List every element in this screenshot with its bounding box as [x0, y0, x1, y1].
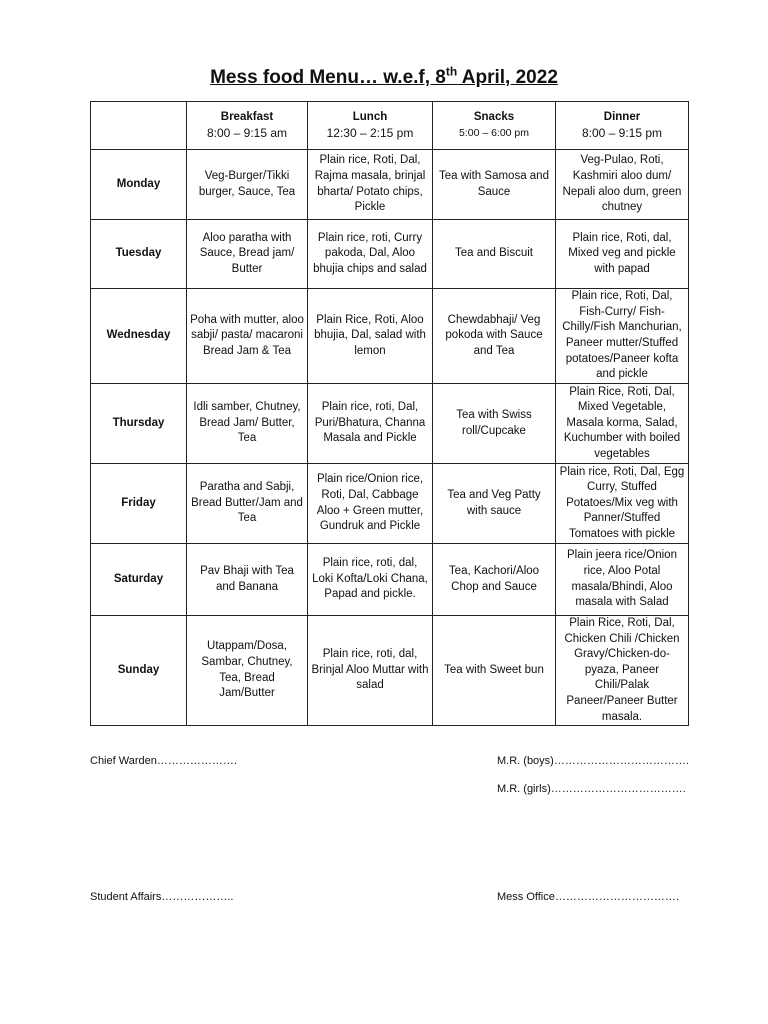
table-row-sunday	[91, 616, 689, 726]
title-superscript: th	[445, 64, 458, 79]
lunch-cell: Plain Rice, Roti, Aloo bhujia, Dal, salad with lemon	[308, 289, 433, 384]
table-row-monday	[91, 150, 689, 220]
dinner-cell: Plain Rice, Roti, Dal, Mixed Vegetable, Masala korma, Salad, Kuchumber with boiled vegetables	[556, 384, 689, 464]
column-time: 8:00 – 9:15 am	[206, 125, 288, 140]
snacks-cell: Tea with Swiss roll/Cupcake	[433, 384, 556, 464]
dinner-cell: Plain rice, Roti, Dal, Egg Curry, Stuffed Potatoes/Mix veg with Panner/Stuffed Tomatoes with pickle	[556, 464, 689, 544]
lunch-cell: Plain rice, roti, dal, Loki Kofta/Loki Chana, Papad and pickle.	[308, 544, 433, 616]
student-affairs-signature: Student Affairs………………..	[90, 891, 234, 903]
dinner-cell: Plain Rice, Roti, Dal, Chicken Chili /Chicken Gravy/Chicken-do-pyaza, Paneer Chili/Palak Paneer/Paneer Butter masala.	[556, 616, 689, 726]
breakfast-cell: Utappam/Dosa, Sambar, Chutney, Tea, Bread Jam/Butter	[187, 616, 308, 726]
day-cell: Sunday	[91, 616, 187, 726]
table-row-thursday	[91, 384, 689, 464]
dinner-cell: Plain rice, Roti, Dal, Fish-Curry/ Fish-Chilly/Fish Manchurian, Paneer mutter/Stuffed potatoes/Paneer kofta and pickle	[556, 289, 689, 384]
snacks-cell: Chewdabhaji/ Veg pokoda with Sauce and Tea	[433, 289, 556, 384]
day-cell: Saturday	[91, 544, 187, 616]
breakfast-cell: Pav Bhaji with Tea and Banana	[187, 544, 308, 616]
day-cell: Wednesday	[91, 289, 187, 384]
table-row-wednesday	[91, 289, 689, 384]
breakfast-cell: Poha with mutter, aloo sabji/ pasta/ macaroni Bread Jam & Tea	[187, 289, 308, 384]
breakfast-cell: Veg-Burger/Tikki burger, Sauce, Tea	[187, 150, 308, 220]
column-time: 5:00 – 6:00 pm	[458, 126, 530, 139]
lunch-cell: Plain rice, roti, dal, Brinjal Aloo Muttar with salad	[308, 616, 433, 726]
table-row-saturday	[91, 544, 689, 616]
column-name: Breakfast	[220, 110, 274, 123]
column-time: 12:30 – 2:15 pm	[326, 125, 414, 140]
lunch-cell: Plain rice, Roti, Dal, Rajma masala, brinjal bharta/ Potato chips, Pickle	[308, 150, 433, 220]
dinner-cell: Plain rice, Roti, dal, Mixed veg and pickle with papad	[556, 220, 689, 289]
breakfast-cell: Aloo paratha with Sauce, Bread jam/ Butter	[187, 220, 308, 289]
menu-table	[90, 101, 689, 726]
page-title	[0, 66, 768, 90]
day-cell: Tuesday	[91, 220, 187, 289]
header-row	[91, 102, 689, 150]
day-cell: Monday	[91, 150, 187, 220]
lunch-cell: Plain rice, roti, Dal, Puri/Bhatura, Channa Masala and Pickle	[308, 384, 433, 464]
dinner-cell: Plain jeera rice/Onion rice, Aloo Potal masala/Bhindi, Aloo masala with Salad	[556, 544, 689, 616]
snacks-cell: Tea and Veg Patty with sauce	[433, 464, 556, 544]
day-cell: Friday	[91, 464, 187, 544]
table-row-tuesday	[91, 220, 689, 289]
snacks-cell: Tea with Sweet bun	[433, 616, 556, 726]
column-header-lunch	[308, 102, 433, 150]
table-row-friday	[91, 464, 689, 544]
snacks-cell: Tea with Samosa and Sauce	[433, 150, 556, 220]
column-name: Lunch	[352, 110, 388, 123]
lunch-cell: Plain rice/Onion rice, Roti, Dal, Cabbage Aloo + Green mutter, Gundruk and Pickle	[308, 464, 433, 544]
title-text: Mess food Menu… w.e.f, 8	[210, 67, 446, 88]
column-name: Dinner	[603, 110, 641, 123]
dinner-cell: Veg-Pulao, Roti, Kashmiri aloo dum/ Nepali aloo dum, green chutney	[556, 150, 689, 220]
snacks-cell: Tea, Kachori/Aloo Chop and Sauce	[433, 544, 556, 616]
mr-boys-signature: M.R. (boys)……………………………….	[497, 755, 689, 767]
chief-warden-signature: Chief Warden………………….	[90, 755, 237, 767]
column-time: 8:00 – 9:15 pm	[581, 125, 663, 140]
title-date: April, 2022	[457, 67, 558, 88]
mess-office-signature: Mess Office…………………………….	[497, 891, 679, 903]
column-header-snacks	[433, 102, 556, 150]
day-cell: Thursday	[91, 384, 187, 464]
lunch-cell: Plain rice, roti, Curry pakoda, Dal, Aloo bhujia chips and salad	[308, 220, 433, 289]
column-header-dinner	[556, 102, 689, 150]
breakfast-cell: Idli samber, Chutney, Bread Jam/ Butter, Tea	[187, 384, 308, 464]
snacks-cell: Tea and Biscuit	[433, 220, 556, 289]
column-name: Snacks	[473, 110, 515, 123]
column-header-breakfast	[187, 102, 308, 150]
mr-girls-signature: M.R. (girls)……………………………….	[497, 783, 686, 795]
corner-cell	[91, 102, 187, 150]
breakfast-cell: Paratha and Sabji, Bread Butter/Jam and Tea	[187, 464, 308, 544]
